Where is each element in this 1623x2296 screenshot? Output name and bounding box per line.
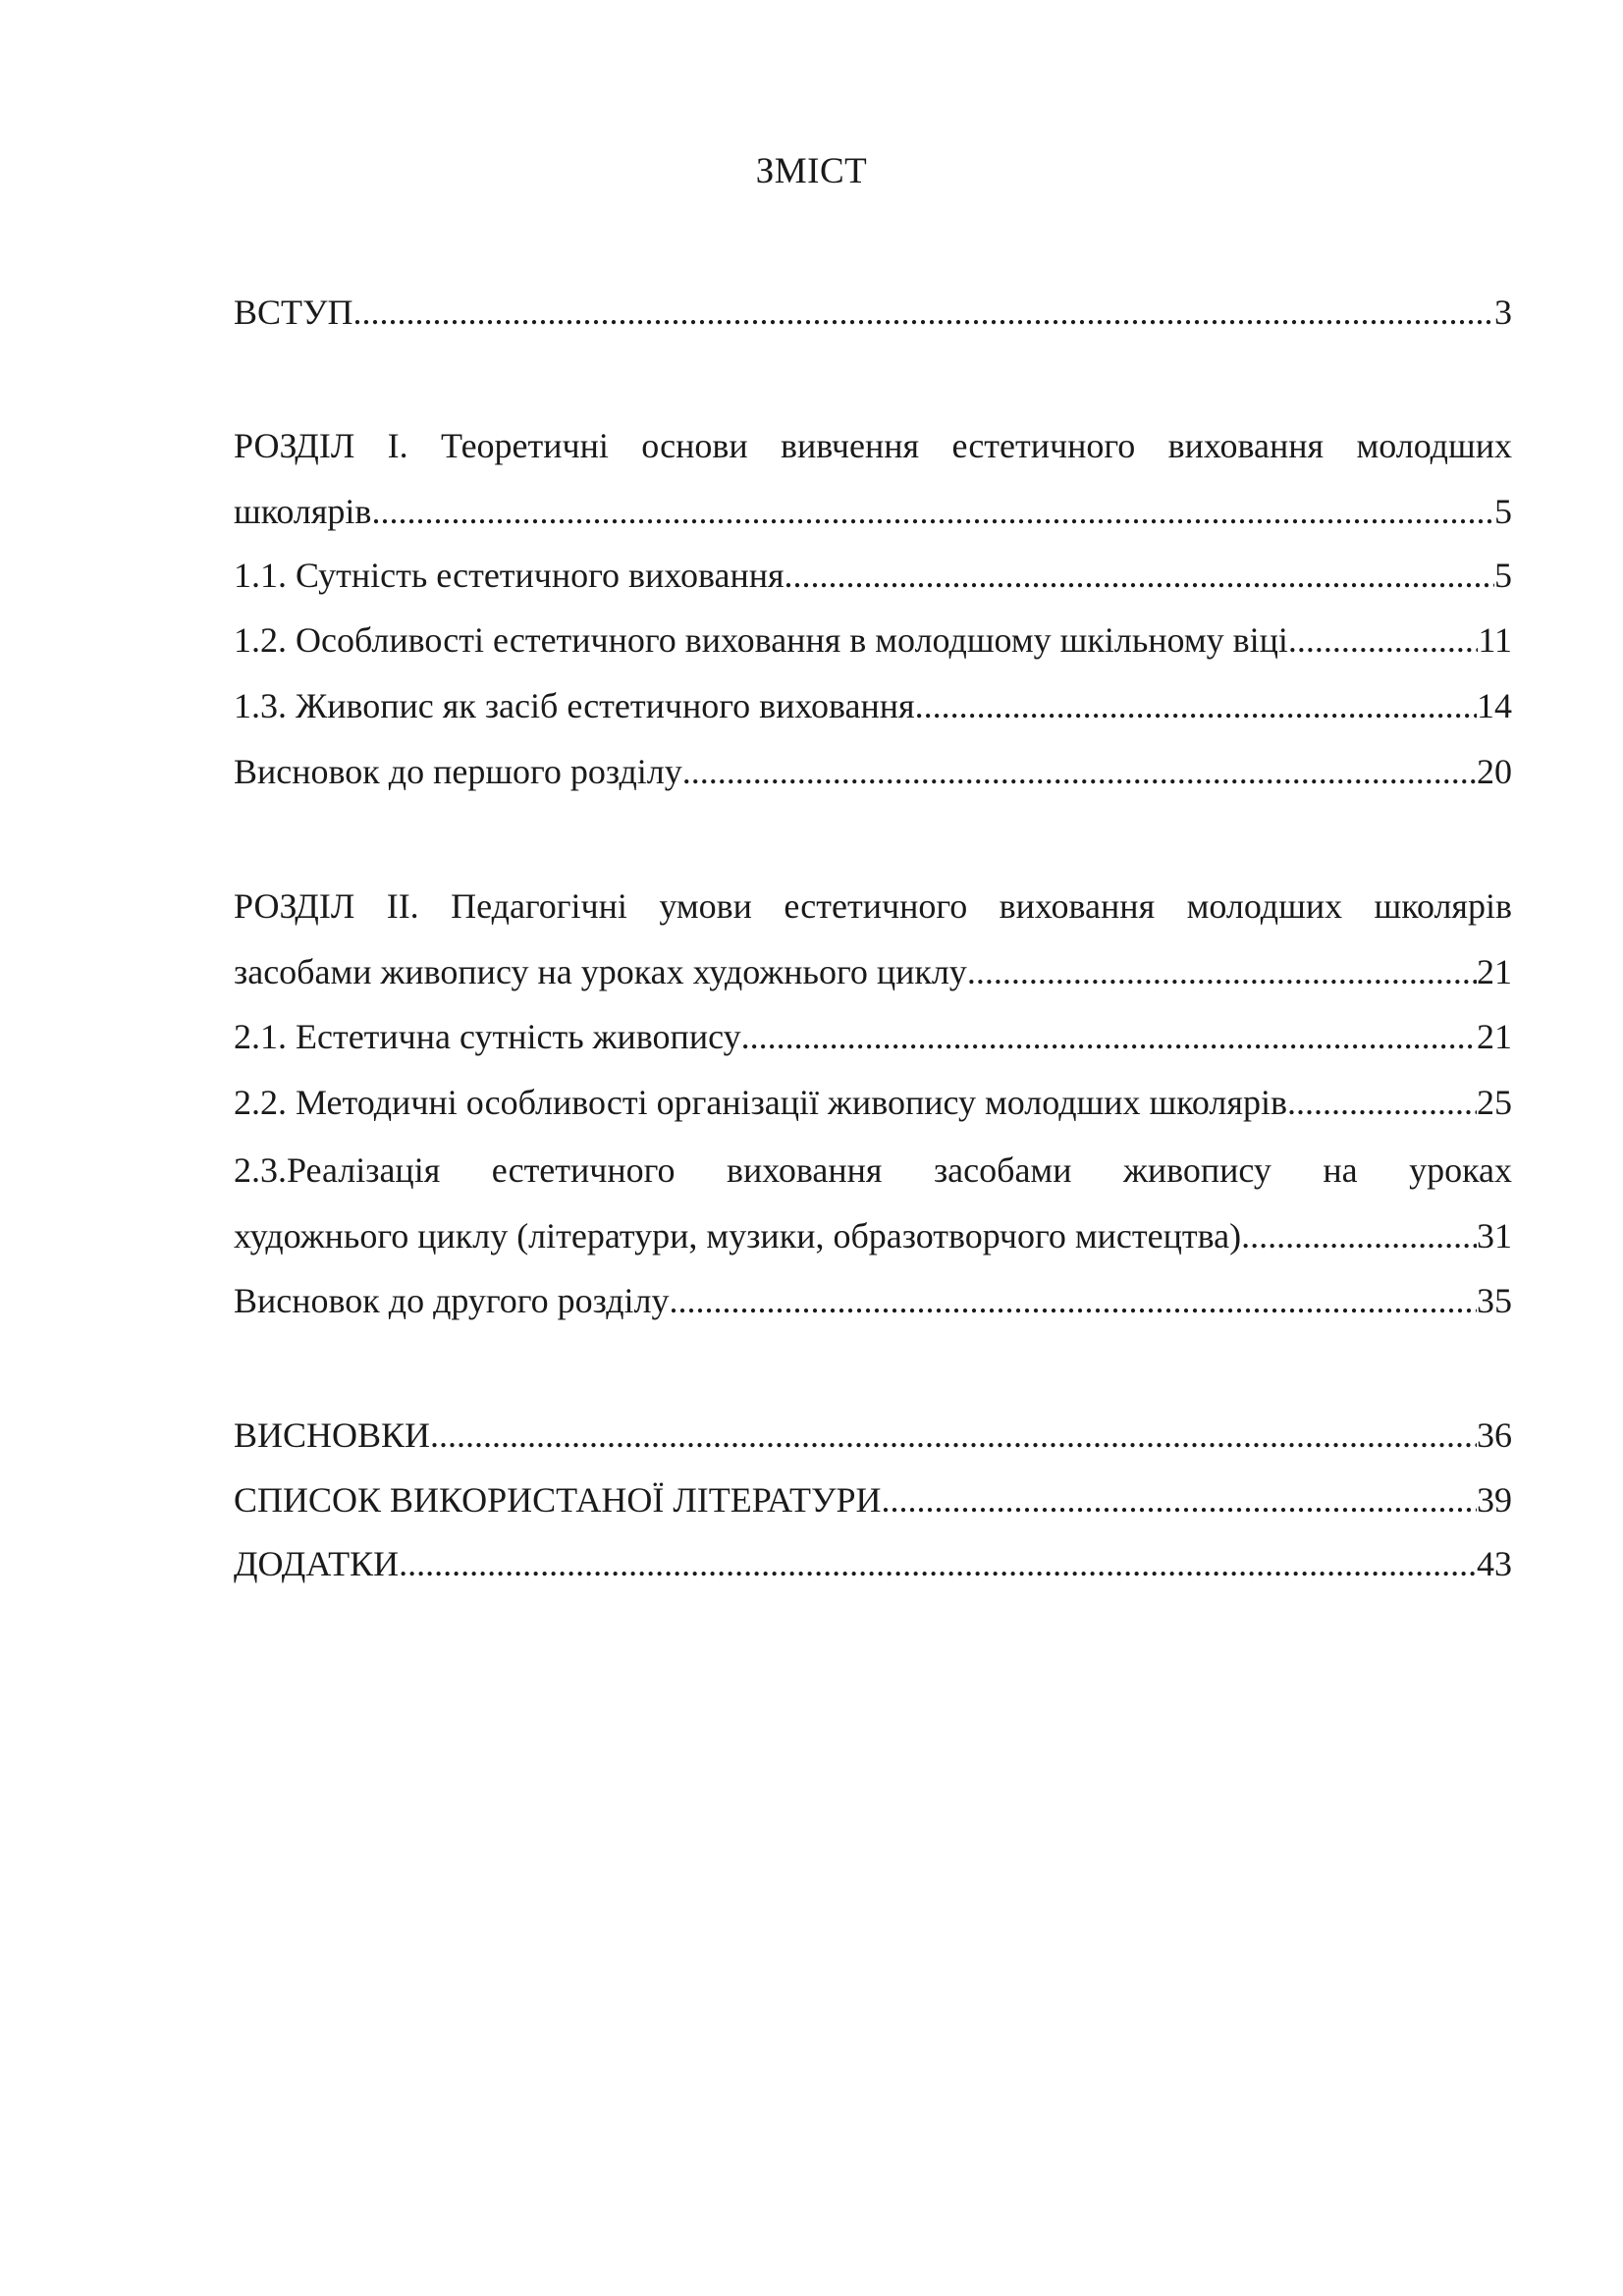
toc-entry-label-first-line: РОЗДІЛ II. Педагогічні умови естетичного виховання молодших школярів [234,886,1512,926]
dot-leader [741,1006,1477,1067]
toc-entry-chapter-1[interactable] [234,413,1512,545]
toc-entry-page: 14 [1477,686,1512,725]
toc-entry-chapter-2-conclusion[interactable] [234,1270,1512,1331]
dot-leader [399,1533,1477,1594]
toc-entry-page: 25 [1477,1083,1512,1122]
dot-leader [915,675,1477,736]
toc-entry-label: Висновок до другого розділу [234,1281,670,1320]
toc-entry-page: 21 [1477,1017,1512,1056]
dot-leader [1241,1203,1477,1269]
dot-leader [784,545,1494,606]
toc-entry-page: 35 [1477,1281,1512,1320]
toc-entry-page: 39 [1477,1480,1512,1520]
toc-entry-label: ВИСНОВКИ [234,1415,431,1455]
dot-leader [670,1270,1477,1331]
toc-entry-introduction[interactable] [234,280,1512,346]
toc-entry-2-2[interactable] [234,1072,1512,1133]
toc-entry-page: 36 [1477,1415,1512,1455]
toc-title: ЗМІСТ [755,151,868,191]
toc-entry-page: 5 [1494,556,1512,595]
dot-leader [371,479,1494,545]
dot-leader [1287,1072,1477,1133]
toc-entry-chapter-1-conclusion[interactable] [234,741,1512,802]
toc-entry-conclusions[interactable] [234,1405,1512,1466]
dot-leader [430,1405,1477,1466]
toc-entry-label: СПИСОК ВИКОРИСТАНОЇ ЛІТЕРАТУРИ [234,1480,882,1520]
toc-entry-label: ДОДАТКИ [234,1544,400,1583]
toc-entry-page: 3 [1494,293,1512,332]
dot-leader [967,939,1477,1005]
toc-entry-label: 2.1. Естетична сутність живопису [234,1017,741,1056]
toc-entry-page: 21 [1477,952,1512,991]
toc-entry-page: 43 [1477,1544,1512,1583]
toc-entry-1-3[interactable] [234,675,1512,736]
toc-entry-label: школярів [234,492,372,531]
toc-entry-2-1[interactable] [234,1006,1512,1067]
toc-entry-label: засобами живопису на уроках художнього циклу [234,952,967,991]
toc-entry-label: 1.1. Сутність естетичного виховання [234,556,784,595]
toc-entry-label-first-line: РОЗДІЛ I. Теоретичні основи вивчення естетичного виховання молодших [234,426,1512,465]
toc-entry-chapter-2[interactable] [234,874,1512,1005]
toc-entry-page: 11 [1478,620,1512,660]
toc-entry-page: 20 [1477,752,1512,791]
toc-entry-page: 31 [1477,1216,1512,1255]
toc-entry-page: 5 [1494,492,1512,531]
toc-entry-1-2[interactable] [234,610,1512,670]
dot-leader [682,741,1477,802]
toc-entry-label: ВСТУП [234,293,353,332]
toc-entry-label-first-line: 2.3.Реалізація естетичного виховання засобами живопису на уроках [234,1150,1512,1190]
toc-entry-2-3[interactable] [234,1138,1512,1269]
toc-entry-label: художнього циклу (літератури, музики, образотворчого мистецтва) [234,1216,1242,1255]
toc-entry-label: 2.2. Методичні особливості організації живопису молодших школярів [234,1083,1287,1122]
toc-entry-label: 1.2. Особливості естетичного виховання в молодшому шкільному віці [234,620,1288,660]
toc-entry-references[interactable] [234,1469,1512,1530]
toc-entry-label: 1.3. Живопис як засіб естетичного виховання [234,686,915,725]
dot-leader [882,1469,1478,1530]
dot-leader [353,280,1495,346]
dot-leader [1288,610,1478,670]
toc-entry-appendices[interactable] [234,1533,1512,1594]
toc-entry-1-1[interactable] [234,545,1512,606]
toc-entry-label: Висновок до першого розділу [234,752,682,791]
